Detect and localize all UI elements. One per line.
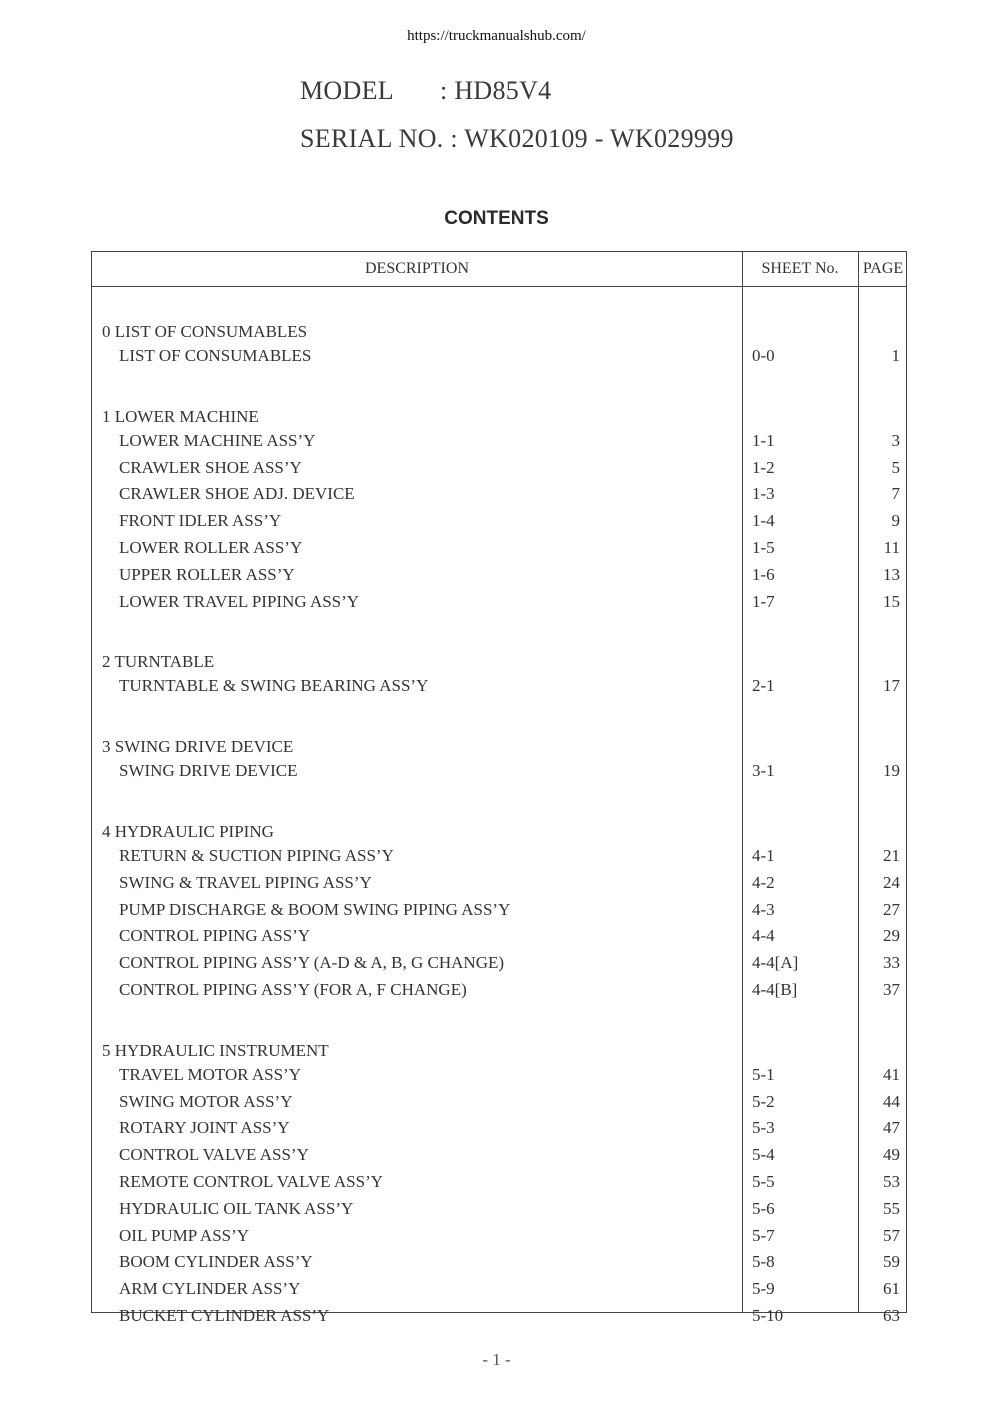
sheet-number: 1-4 [752, 511, 775, 530]
section-row [92, 320, 908, 344]
sheet-number: 5-3 [752, 1118, 775, 1137]
sheet-number: 5-9 [752, 1279, 775, 1298]
sheet-number: 5-4 [752, 1145, 775, 1164]
table-row [92, 759, 908, 783]
page-ref: 57 [883, 1226, 900, 1245]
table-row [92, 456, 908, 480]
page-ref: 17 [883, 676, 900, 695]
item-description: CONTROL VALVE ASS’Y [119, 1145, 309, 1164]
item-description: TRAVEL MOTOR ASS’Y [119, 1065, 301, 1084]
table-row [92, 924, 908, 948]
page-ref: 7 [891, 484, 900, 503]
item-description: CRAWLER SHOE ADJ. DEVICE [119, 484, 355, 503]
table-row [92, 429, 908, 453]
item-description: CONTROL PIPING ASS’Y (FOR A, F CHANGE) [119, 980, 467, 999]
page-ref: 13 [883, 565, 900, 584]
sheet-number: 5-10 [752, 1306, 784, 1325]
sheet-number: 4-1 [752, 846, 775, 865]
item-description: SWING MOTOR ASS’Y [119, 1092, 293, 1111]
table-row [92, 590, 908, 614]
table-row [92, 1277, 908, 1301]
sheet-number: 4-3 [752, 900, 775, 919]
item-description: PUMP DISCHARGE & BOOM SWING PIPING ASS’Y [119, 900, 511, 919]
page-ref: 27 [883, 900, 900, 919]
page-ref: 61 [883, 1279, 900, 1298]
table-row [92, 1224, 908, 1248]
page-ref: 63 [883, 1306, 900, 1325]
page-ref: 15 [883, 592, 900, 611]
item-description: UPPER ROLLER ASS’Y [119, 565, 295, 584]
page-ref: 11 [883, 538, 900, 557]
sheet-number: 2-1 [752, 676, 775, 695]
table-row [92, 344, 908, 368]
sheet-number: 0-0 [752, 346, 775, 365]
item-description: LIST OF CONSUMABLES [119, 346, 312, 365]
item-description: BUCKET CYLINDER ASS’Y [119, 1306, 330, 1325]
item-description: LOWER ROLLER ASS’Y [119, 538, 303, 557]
item-description: SWING & TRAVEL PIPING ASS’Y [119, 873, 372, 892]
item-description: FRONT IDLER ASS’Y [119, 511, 282, 530]
sheet-number: 5-2 [752, 1092, 775, 1111]
table-row [92, 1197, 908, 1221]
table-row [92, 1143, 908, 1167]
table-row [92, 1250, 908, 1274]
page-ref: 9 [891, 511, 900, 530]
sheet-number: 5-8 [752, 1252, 775, 1271]
sheet-number: 4-4[A] [752, 953, 799, 972]
table-row [92, 978, 908, 1002]
table-row [92, 674, 908, 698]
page-ref: 1 [891, 346, 900, 365]
item-description: SWING DRIVE DEVICE [119, 761, 298, 780]
source-url: https://truckmanualshub.com/ [407, 28, 586, 44]
table-row [92, 951, 908, 975]
serial-number: SERIAL NO. : WK020109 - WK029999 [300, 124, 734, 153]
sheet-number: 4-2 [752, 873, 775, 892]
section-row [92, 1039, 908, 1063]
page-ref: 24 [883, 873, 900, 892]
table-row [92, 509, 908, 533]
table-row [92, 898, 908, 922]
sheet-number: 5-7 [752, 1226, 775, 1245]
page-ref: 55 [883, 1199, 900, 1218]
item-description: TURNTABLE & SWING BEARING ASS’Y [119, 676, 429, 695]
section-title: 5 HYDRAULIC INSTRUMENT [102, 1041, 329, 1060]
item-description: LOWER MACHINE ASS’Y [119, 431, 316, 450]
sheet-number: 4-4 [752, 926, 775, 945]
table-row [92, 1063, 908, 1087]
page-ref: 53 [883, 1172, 900, 1191]
column-header-page: PAGE [862, 260, 904, 277]
sheet-number: 1-1 [752, 431, 775, 450]
page-ref: 47 [883, 1118, 900, 1137]
item-description: ARM CYLINDER ASS’Y [119, 1279, 301, 1298]
sheet-number: 1-6 [752, 565, 775, 584]
sheet-number: 5-5 [752, 1172, 775, 1191]
item-description: LOWER TRAVEL PIPING ASS’Y [119, 592, 360, 611]
section-title: 4 HYDRAULIC PIPING [102, 822, 274, 841]
column-header-description: DESCRIPTION [364, 260, 469, 277]
table-row [92, 1116, 908, 1140]
header-divider [92, 286, 906, 287]
table-row [92, 871, 908, 895]
item-description: CONTROL PIPING ASS’Y (A-D & A, B, G CHANGE) [119, 953, 505, 972]
section-title: 0 LIST OF CONSUMABLES [102, 322, 308, 341]
table-row [92, 1090, 908, 1114]
page-ref: 29 [883, 926, 900, 945]
page-ref: 37 [883, 980, 900, 999]
sheet-number: 5-6 [752, 1199, 775, 1218]
model-label: MODEL [300, 76, 394, 105]
table-row [92, 482, 908, 506]
table-row [92, 563, 908, 587]
column-header-sheet-no: SHEET No. [761, 260, 839, 277]
item-description: BOOM CYLINDER ASS’Y [119, 1252, 313, 1271]
page-ref: 44 [883, 1092, 900, 1111]
table-row [92, 1304, 908, 1328]
item-description: RETURN & SUCTION PIPING ASS’Y [119, 846, 394, 865]
item-description: OIL PUMP ASS’Y [119, 1226, 250, 1245]
sheet-number: 4-4[B] [752, 980, 798, 999]
contents-table [91, 251, 907, 1325]
table-row [92, 844, 908, 868]
section-title: 1 LOWER MACHINE [102, 407, 259, 426]
model-line [300, 76, 551, 106]
model-value: : HD85V4 [440, 76, 552, 105]
sheet-number: 1-7 [752, 592, 775, 611]
page-number: - 1 - [482, 1350, 511, 1369]
page-ref: 5 [891, 458, 900, 477]
page-ref: 3 [891, 431, 900, 450]
page-ref: 41 [883, 1065, 900, 1084]
item-description: HYDRAULIC OIL TANK ASS’Y [119, 1199, 354, 1218]
section-title: 3 SWING DRIVE DEVICE [102, 737, 294, 756]
section-row [92, 735, 908, 759]
section-row [92, 820, 908, 844]
section-row [92, 650, 908, 674]
sheet-number: 5-1 [752, 1065, 775, 1084]
item-description: REMOTE CONTROL VALVE ASS’Y [119, 1172, 384, 1191]
section-title: 2 TURNTABLE [102, 652, 215, 671]
page-ref: 21 [883, 846, 900, 865]
contents-title: CONTENTS [444, 208, 549, 229]
table-row [92, 1170, 908, 1194]
sheet-number: 1-5 [752, 538, 775, 557]
table-row [92, 536, 908, 560]
sheet-number: 3-1 [752, 761, 775, 780]
item-description: CONTROL PIPING ASS’Y [119, 926, 311, 945]
page-ref: 19 [883, 761, 900, 780]
page-ref: 49 [883, 1145, 900, 1164]
item-description: CRAWLER SHOE ASS’Y [119, 458, 302, 477]
page-ref: 59 [883, 1252, 900, 1271]
sheet-number: 1-2 [752, 458, 775, 477]
page-ref: 33 [883, 953, 900, 972]
section-row [92, 405, 908, 429]
sheet-number: 1-3 [752, 484, 775, 503]
item-description: ROTARY JOINT ASS’Y [119, 1118, 290, 1137]
